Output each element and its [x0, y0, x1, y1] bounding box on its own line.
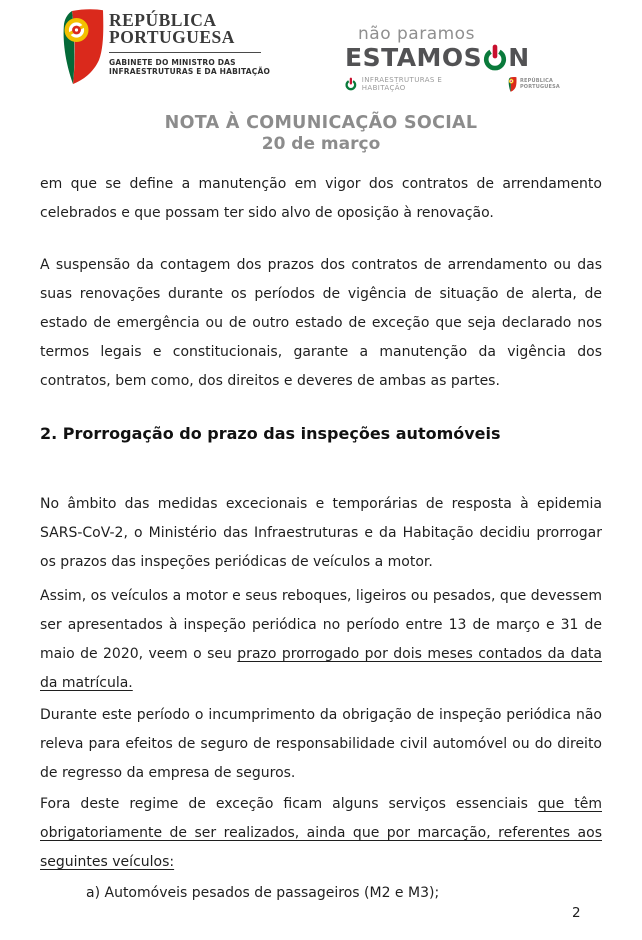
- campaign-sub-label: INFRAESTRUTURAS E HABITAÇÃO: [361, 76, 443, 92]
- paragraph-5: Durante este período o incumprimento da obrigação de inspeção periódica não releva para efeitos de seguro de responsabilidade civil automóvel ou do direito de regresso da empresa de seguros.: [40, 707, 602, 781]
- paragraph-1: em que se define a manutenção em vigor dos contratos de arrendamento celebrados e que possam ter sido alvo de oposição à renovação.: [40, 176, 602, 221]
- power-button-small-icon: [345, 77, 357, 91]
- paragraph-2: A suspensão da contagem dos prazos dos contratos de arrendamento ou das suas renovações durante os períodos de vigência de situação de alerta, de estado de emergência ou de outro estado de exceção que seja declarado nos termos legais e constitucionais, garante a manutenção da vigência dos contratos, bem como, dos direitos e deveres de ambas as partes.: [40, 257, 602, 389]
- portugal-flag-icon: [62, 9, 104, 85]
- power-button-icon: [483, 44, 507, 71]
- estamos-on-logo: [345, 25, 560, 92]
- paragraph-6: Fora deste regime de exceção ficam alguns serviços essenciais que têm obrigatoriamente de ser realizados, ainda que por marcação, referentes aos seguintes veículos:: [40, 796, 602, 870]
- ministry-office-line1: GABINETE DO MINISTRO DAS: [109, 58, 236, 67]
- republic-name-line1: REPÚBLICA: [109, 10, 217, 30]
- paragraph-4: Assim, os veículos a motor e seus reboques, ligeiros ou pesados, que devessem ser apresentados à inspeção periódica no período entre 13 de março e 31 de maio de 2020, veem o seu prazo prorrogado por dois meses contados da data da matrícula.: [40, 588, 602, 691]
- campaign-brand-n: N: [508, 43, 530, 72]
- document-body: [40, 170, 602, 908]
- list-item-a: a) Automóveis pesados de passageiros (M2 e M3);: [86, 885, 440, 901]
- ministry-office-line2: INFRAESTRUTURAS E DA HABITAÇÃO: [109, 67, 271, 76]
- campaign-brand-text: ESTAMOS: [345, 43, 483, 72]
- campaign-tagline: não paramos: [358, 24, 475, 44]
- document-title: [0, 113, 642, 155]
- logo-divider: [109, 52, 261, 53]
- paragraph-3: No âmbito das medidas excecionais e temporárias de resposta à epidemia SARS-CoV-2, o Ministério das Infraestruturas e da Habitação decidiu prorrogar os prazos das inspeções periódicas de veículos a motor.: [40, 496, 602, 570]
- mini-republic-label: REPÚBLICA PORTUGUESA: [519, 78, 560, 90]
- underlined-text: prazo prorrogado por dois meses contados da data da matrícula.: [40, 646, 602, 691]
- page-number: 2: [572, 905, 581, 921]
- title-line: NOTA À COMUNICAÇÃO SOCIAL: [164, 113, 478, 133]
- section-heading: 2. Prorrogação do prazo das inspeções automóveis: [40, 424, 501, 443]
- portugal-mini-flag-icon: [508, 77, 517, 92]
- government-logo: [62, 9, 270, 85]
- title-date: 20 de março: [261, 134, 381, 154]
- underlined-text: que têm obrigatoriamente de ser realizados, ainda que por marcação, referentes aos seguintes veículos:: [40, 796, 602, 870]
- republic-name-line2: PORTUGUESA: [109, 27, 235, 47]
